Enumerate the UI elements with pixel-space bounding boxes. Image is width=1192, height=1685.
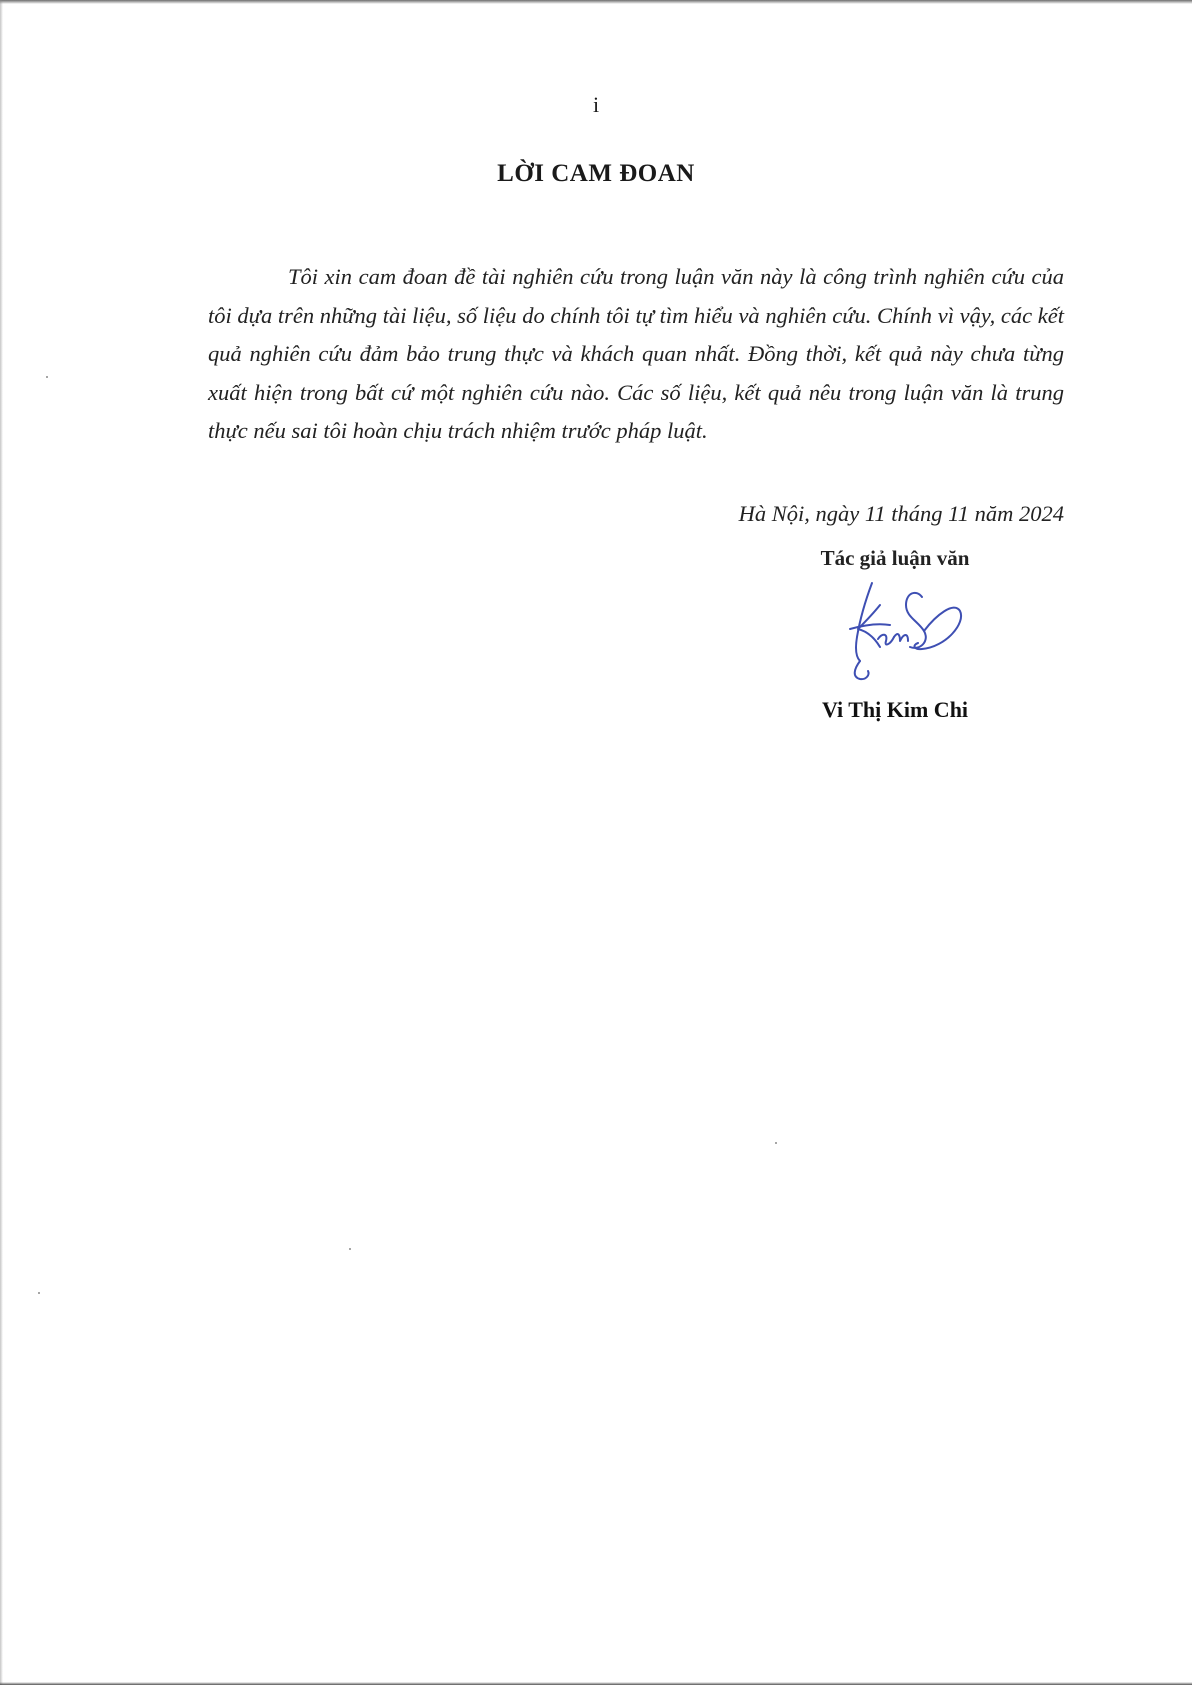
- author-role: Tác giả luận văn: [820, 546, 970, 570]
- scan-speck: [38, 1292, 40, 1294]
- scan-speck: [775, 1142, 777, 1144]
- handwritten-signature: [820, 575, 970, 683]
- scan-edge-left: [0, 0, 3, 1685]
- signature-block: [760, 546, 1030, 723]
- scan-edge-top: [0, 0, 1192, 4]
- scan-speck: [349, 1248, 351, 1250]
- declaration-paragraph: Tôi xin cam đoan đề tài nghiên cứu trong luận văn này là công trình nghiên cứu của tôi dựa trên những tài liệu, số liệu do chính tôi tự tìm hiểu và nghiên cứu. Chính vì vậy, các kết quả nghiên cứu đảm bảo trung thực và khách quan nhất. Đồng thời, kết quả này chưa từng xuất hiện trong bất cứ một nghiên cứu nào. Các số liệu, kết quả nêu trong luận văn là trung thực nếu sai tôi hoàn chịu trách nhiệm trước pháp luật.: [208, 264, 1064, 443]
- date-line: Hà Nội, ngày 11 tháng 11 năm 2024: [738, 501, 1064, 526]
- scan-speck: [46, 376, 48, 378]
- author-name: Vi Thị Kim Chi: [821, 697, 969, 722]
- page-title: LỜI CAM ĐOAN: [497, 160, 695, 187]
- page-number: i: [592, 92, 600, 117]
